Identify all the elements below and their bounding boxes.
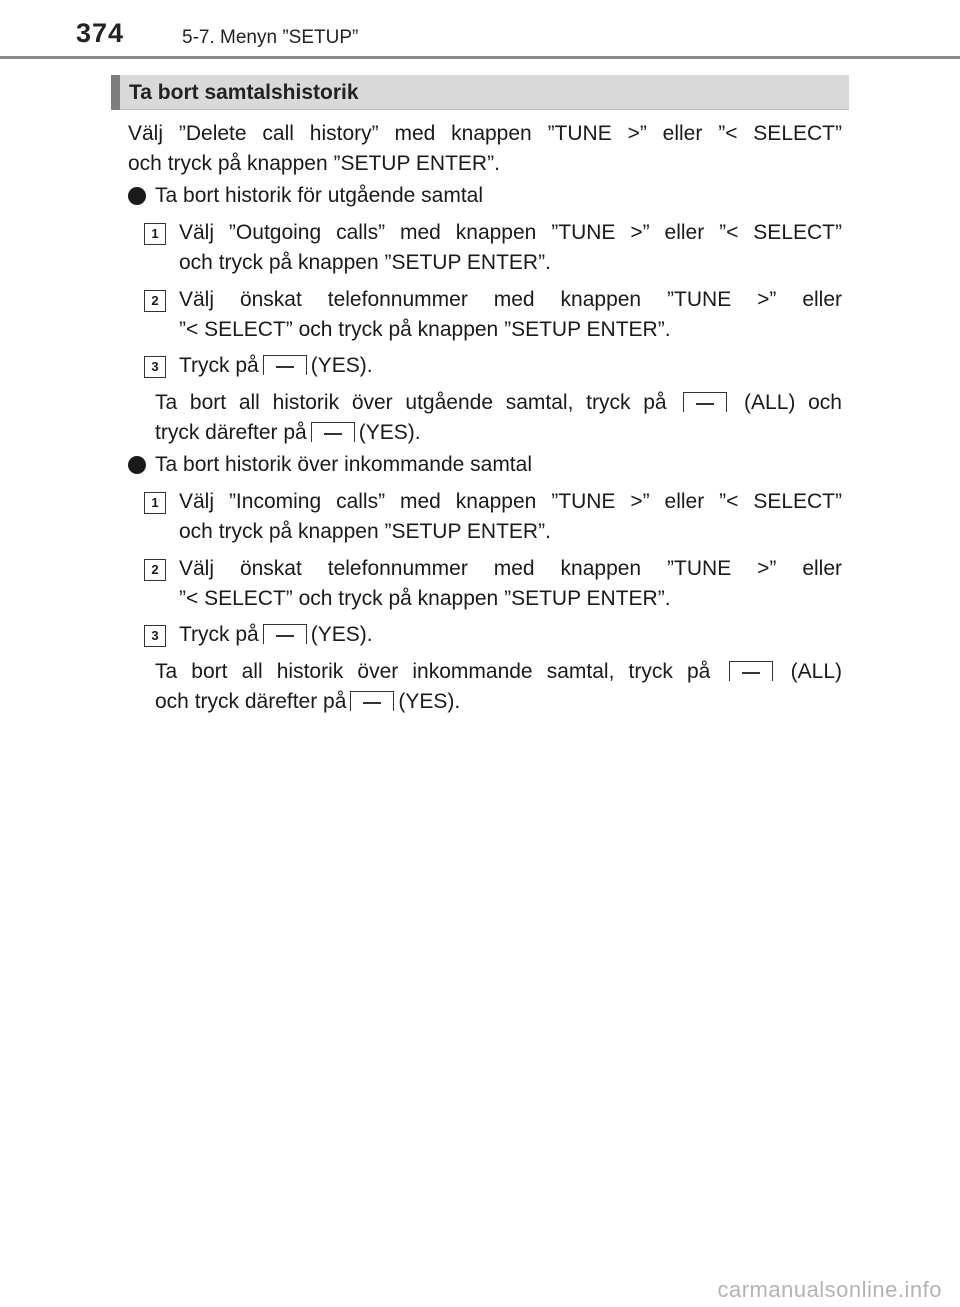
page-header <box>0 0 960 62</box>
section-title: Ta bort samtalshistorik <box>129 81 359 104</box>
bullet-icon <box>128 456 146 474</box>
incoming-note-part-3: och tryck därefter på <box>155 690 347 713</box>
section-title-accent <box>111 75 120 110</box>
outgoing-step-2-line-1: Välj önskat telefonnummer med knappen ”TUNE >” eller <box>179 288 842 311</box>
bullet-incoming <box>128 450 150 483</box>
header-divider <box>0 56 960 59</box>
incoming-note-line-1 <box>155 657 842 687</box>
yes-button-icon <box>311 422 355 442</box>
outgoing-note-part-4: (YES). <box>358 421 421 444</box>
outgoing-step-1-number: 1 <box>144 223 166 245</box>
outgoing-note-line-2 <box>155 418 842 448</box>
outgoing-step-3-prefix: Tryck på <box>179 354 259 377</box>
outgoing-heading: Ta bort historik för utgående samtal <box>155 184 484 207</box>
site-watermark: carmanualsonline.info <box>717 1277 942 1302</box>
section-label: 5-7. Menyn ”SETUP” <box>182 27 359 48</box>
section-title-bar <box>111 75 849 110</box>
bullet-outgoing <box>128 181 150 214</box>
incoming-step-3-prefix: Tryck på <box>179 623 259 646</box>
outgoing-note-part-1: Ta bort all historik över utgående samtal, tryck på <box>155 391 667 414</box>
yes-button-icon <box>263 355 307 375</box>
incoming-step-2-line-1: Välj önskat telefonnummer med knappen ”TUNE >” eller <box>179 557 842 580</box>
incoming-step-1-number: 1 <box>144 492 166 514</box>
incoming-step-3 <box>179 620 842 650</box>
incoming-step-2-number: 2 <box>144 559 166 581</box>
outgoing-note-part-2: (ALL) och <box>744 391 842 414</box>
incoming-step-1-line-1: Välj ”Incoming calls” med knappen ”TUNE >” eller ”< SELECT” <box>179 490 842 513</box>
all-button-icon <box>729 661 773 681</box>
incoming-step-3-suffix: (YES). <box>310 623 373 646</box>
page-number: 374 <box>76 18 125 48</box>
outgoing-note-line-1 <box>155 388 842 418</box>
outgoing-step-1-line-2: och tryck på knappen ”SETUP ENTER”. <box>179 251 551 274</box>
intro-line-2: och tryck på knappen ”SETUP ENTER”. <box>128 152 500 175</box>
incoming-step-3-number: 3 <box>144 625 166 647</box>
incoming-step-2-line-2: ”< SELECT” och tryck på knappen ”SETUP ENTER”. <box>179 587 671 610</box>
outgoing-step-3 <box>179 351 842 381</box>
yes-button-icon <box>263 624 307 644</box>
incoming-heading: Ta bort historik över inkommande samtal <box>155 453 532 476</box>
incoming-note-line-2 <box>155 687 842 717</box>
yes-button-icon <box>350 691 394 711</box>
incoming-step-1-line-2: och tryck på knappen ”SETUP ENTER”. <box>179 520 551 543</box>
outgoing-step-1-line-1: Välj ”Outgoing calls” med knappen ”TUNE >” eller ”< SELECT” <box>179 221 842 244</box>
all-button-icon <box>683 392 727 412</box>
incoming-note-part-4: (YES). <box>398 690 461 713</box>
incoming-note-part-2: (ALL) <box>790 660 842 683</box>
outgoing-note-part-3: tryck därefter på <box>155 421 307 444</box>
outgoing-step-2-number: 2 <box>144 290 166 312</box>
incoming-note-part-1: Ta bort all historik över inkommande samtal, tryck på <box>155 660 711 683</box>
bullet-icon <box>128 187 146 205</box>
outgoing-step-2-line-2: ”< SELECT” och tryck på knappen ”SETUP ENTER”. <box>179 318 671 341</box>
outgoing-step-3-number: 3 <box>144 356 166 378</box>
intro-line-1: Välj ”Delete call history” med knappen ”TUNE >” eller ”< SELECT” <box>128 122 842 145</box>
outgoing-step-3-suffix: (YES). <box>310 354 373 377</box>
